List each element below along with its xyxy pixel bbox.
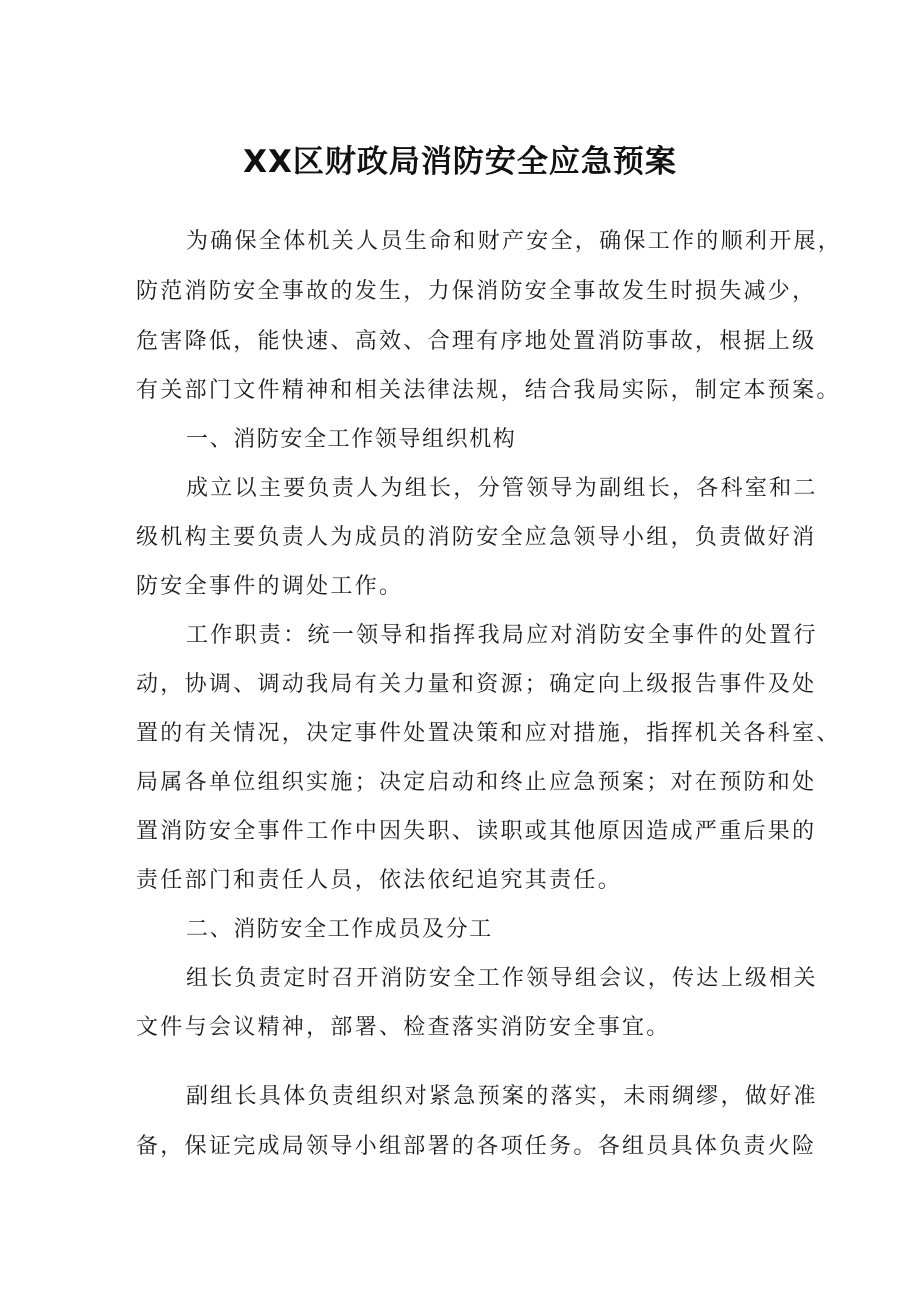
paragraph-line: 责任部门和责任人员，依法依纪追究其责任。 [136,868,623,893]
paragraph-line: 备，保证完成局领导小组部署的各项任务。各组员具体负责火险 [136,1134,817,1159]
paragraph-line: 副组长具体负责组织对紧急预案的落实，未雨绸缪，做好准 [186,1084,818,1109]
paragraph-line: 防范消防安全事故的发生，力保消防安全事故发生时损失减少， [136,279,817,304]
paragraph-line: 成立以主要负责人为组长，分管领导为副组长，各科室和二 [186,476,818,501]
paragraph-line: 防安全事件的调处工作。 [136,574,404,599]
paragraph-line: 文件与会议精神，部署、检查落实消防安全事宜。 [136,1015,671,1040]
paragraph-line: 工作职责：统一领导和指挥我局应对消防安全事件的处置行 [186,623,818,648]
paragraph-line: 级机构主要负责人为成员的消防安全应急领导小组，负责做好消 [136,525,817,550]
paragraph-line: 动，协调、调动我局有关力量和资源；确定向上级报告事件及处 [136,672,817,697]
section-heading-1: 一、消防安全工作领导组织机构 [186,427,517,452]
paragraph-line: 置的有关情况，决定事件处置决策和应对措施，指挥机关各科室、 [136,721,841,746]
paragraph-line: 局属各单位组织实施；决定启动和终止应急预案；对在预防和处 [136,770,817,795]
paragraph-line: 置消防安全事件工作中因失职、读职或其他原因造成严重后果的 [136,819,817,844]
paragraph-line: 组长负责定时召开消防安全工作领导组会议，传达上级相关 [186,966,818,991]
paragraph-line: 为确保全体机关人员生命和财产安全，确保工作的顺利开展， [186,229,843,254]
document-title: XX区财政局消防安全应急预案 [243,144,677,180]
paragraph-line: 危害降低，能快速、高效、合理有序地处置消防事故，根据上级 [136,329,817,354]
paragraph-line: 有关部门文件精神和相关法律法规，结合我局实际，制定本预案。 [136,378,841,403]
section-heading-2: 二、消防安全工作成员及分工 [186,917,493,942]
